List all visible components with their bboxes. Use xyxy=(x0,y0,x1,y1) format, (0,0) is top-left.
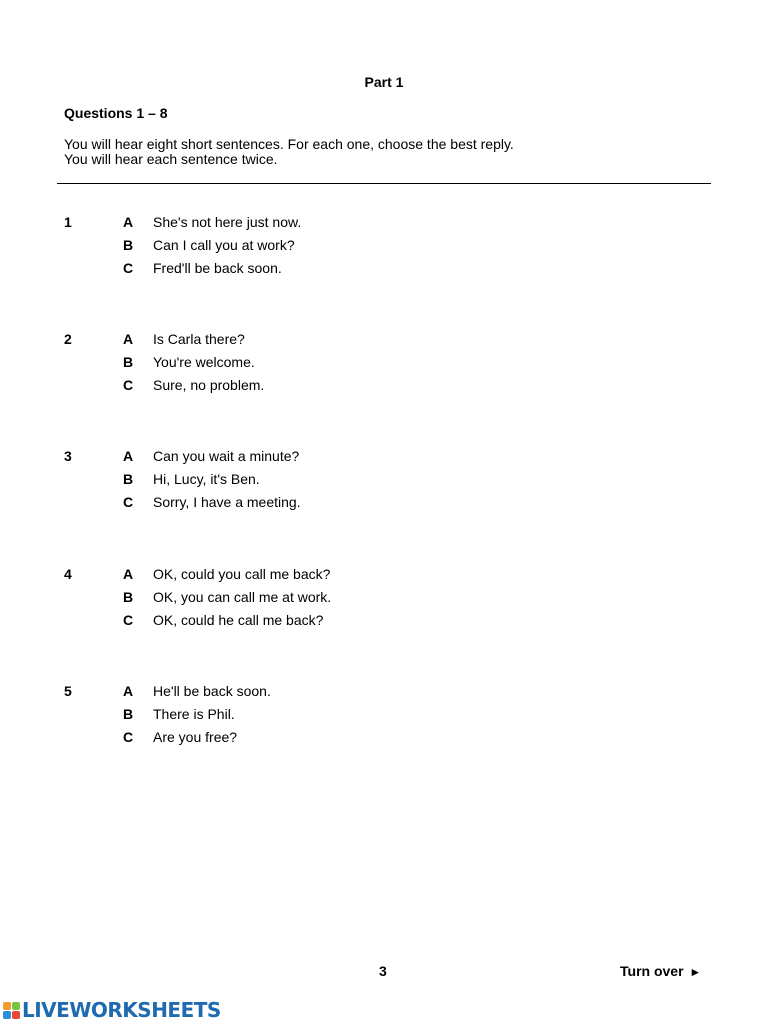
page-number: 3 xyxy=(379,963,387,979)
option-text: He'll be back soon. xyxy=(153,683,271,699)
option-c[interactable] xyxy=(123,377,264,397)
turn-over-text: Turn over xyxy=(620,963,684,979)
question-number: 5 xyxy=(64,683,72,699)
option-letter: B xyxy=(123,237,134,253)
option-letter: A xyxy=(123,214,134,230)
questions-heading: Questions 1 – 8 xyxy=(64,105,168,121)
option-c[interactable] xyxy=(123,612,323,632)
logo-text: LIVEWORKSHEETS xyxy=(22,998,221,1022)
question-number: 3 xyxy=(64,448,72,464)
part-title: Part 1 xyxy=(364,74,404,90)
question-number: 1 xyxy=(64,214,72,230)
instructions xyxy=(64,137,514,167)
option-text: Hi, Lucy, it's Ben. xyxy=(153,471,260,487)
option-text: She's not here just now. xyxy=(153,214,302,230)
right-triangle-icon: ► xyxy=(689,965,702,979)
option-letter: A xyxy=(123,331,134,347)
option-letter: C xyxy=(123,260,134,276)
option-b[interactable] xyxy=(123,589,331,609)
option-a[interactable] xyxy=(123,331,245,351)
option-text: Is Carla there? xyxy=(153,331,245,347)
option-text: Sorry, I have a meeting. xyxy=(153,494,301,510)
option-letter: B xyxy=(123,471,134,487)
option-letter: A xyxy=(123,448,134,464)
option-a[interactable] xyxy=(123,214,301,234)
turn-over-label xyxy=(620,963,701,979)
option-letter: C xyxy=(123,377,134,393)
option-c[interactable] xyxy=(123,494,301,514)
instruction-line-1: You will hear eight short sentences. For each one, choose the best reply. xyxy=(64,136,514,152)
liveworksheets-logo-icon xyxy=(3,1002,20,1019)
option-letter: C xyxy=(123,494,134,510)
option-letter: B xyxy=(123,706,134,722)
option-b[interactable] xyxy=(123,706,235,726)
option-text: Fred'll be back soon. xyxy=(153,260,282,276)
option-b[interactable] xyxy=(123,354,255,374)
liveworksheets-logo[interactable] xyxy=(3,998,221,1022)
option-b[interactable] xyxy=(123,471,260,491)
option-text: You're welcome. xyxy=(153,354,255,370)
option-letter: C xyxy=(123,612,134,628)
question-number: 4 xyxy=(64,566,72,582)
option-c[interactable] xyxy=(123,729,237,749)
option-a[interactable] xyxy=(123,566,330,586)
option-text: OK, could he call me back? xyxy=(153,612,324,628)
option-text: Can you wait a minute? xyxy=(153,448,300,464)
option-b[interactable] xyxy=(123,237,295,257)
option-a[interactable] xyxy=(123,683,271,703)
question-number: 2 xyxy=(64,331,72,347)
option-letter: C xyxy=(123,729,134,745)
option-letter: A xyxy=(123,683,134,699)
option-text: OK, you can call me at work. xyxy=(153,589,332,605)
option-letter: A xyxy=(123,566,134,582)
option-c[interactable] xyxy=(123,260,282,280)
option-text: Sure, no problem. xyxy=(153,377,265,393)
option-letter: B xyxy=(123,589,134,605)
option-text: Are you free? xyxy=(153,729,238,745)
option-text: There is Phil. xyxy=(153,706,235,722)
option-text: Can I call you at work? xyxy=(153,237,295,253)
option-text: OK, could you call me back? xyxy=(153,566,331,582)
option-a[interactable] xyxy=(123,448,299,468)
option-letter: B xyxy=(123,354,134,370)
divider-rule xyxy=(57,183,711,184)
instruction-line-2: You will hear each sentence twice. xyxy=(64,151,278,167)
